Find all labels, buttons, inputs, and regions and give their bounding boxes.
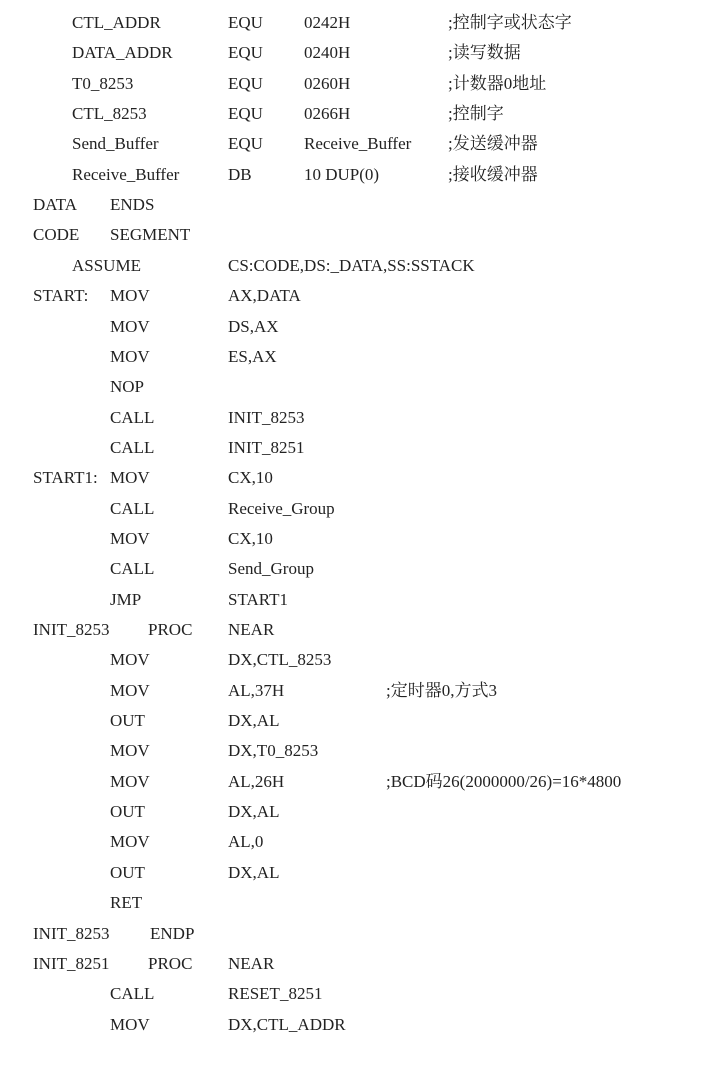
code-opcode: EQU xyxy=(228,43,263,63)
code-opcode: EQU xyxy=(228,13,263,32)
code-line xyxy=(0,377,722,407)
code-operand: CX,10 xyxy=(228,528,273,548)
code-operand: ES,AX xyxy=(228,346,277,366)
code-comment: ;控制字 xyxy=(448,104,504,124)
code-opcode: CALL xyxy=(110,437,155,457)
code-operand: DX,CTL_8253 xyxy=(228,650,332,670)
code-comment: ;BCD码26(2000000/26)=16*4800 xyxy=(386,771,622,791)
code-opcode: MOV xyxy=(110,650,150,670)
code-opcode: MOV xyxy=(110,528,150,548)
code-line xyxy=(0,286,722,316)
code-comment: ;控制字或状态字 xyxy=(448,13,572,32)
code-label: CTL_ADDR xyxy=(72,13,161,32)
code-opcode: ENDP xyxy=(150,923,195,943)
code-line xyxy=(0,529,722,559)
code-line xyxy=(0,13,722,43)
code-line xyxy=(0,347,722,377)
code-opcode: OUT xyxy=(110,802,145,822)
code-operand: DS,AX xyxy=(228,316,279,336)
code-operand: INIT_8251 xyxy=(228,437,305,457)
code-line xyxy=(0,74,722,104)
code-operand: DX,AL xyxy=(228,711,280,731)
code-opcode: JMP xyxy=(110,589,142,609)
code-opcode: EQU xyxy=(228,134,263,154)
code-comment: ;接收缓冲器 xyxy=(448,164,538,184)
code-operand: 0266H xyxy=(304,104,351,124)
code-opcode: OUT xyxy=(110,862,145,882)
code-operand: AX,DATA xyxy=(228,286,301,306)
code-label: ASSUME xyxy=(72,255,141,275)
code-opcode: DB xyxy=(228,164,252,184)
code-operand: AL,26H xyxy=(228,771,285,791)
code-opcode: MOV xyxy=(110,680,150,700)
code-label: T0_8253 xyxy=(72,73,134,93)
code-opcode: CALL xyxy=(110,407,155,427)
code-operand: DX,CTL_ADDR xyxy=(228,1014,346,1034)
code-line xyxy=(0,499,722,529)
code-line xyxy=(0,408,722,438)
code-line xyxy=(0,43,722,73)
code-line xyxy=(0,317,722,347)
code-line xyxy=(0,195,722,225)
code-line xyxy=(0,681,722,711)
code-opcode: MOV xyxy=(110,468,150,488)
code-line xyxy=(0,924,722,954)
code-opcode: CALL xyxy=(110,498,155,518)
code-line xyxy=(0,650,722,680)
code-operand: AL,37H xyxy=(228,680,285,700)
code-operand: DX,AL xyxy=(228,862,280,882)
code-opcode: MOV xyxy=(110,832,150,852)
code-opcode: RET xyxy=(110,893,143,913)
code-opcode: CS:CODE,DS:_DATA,SS:SSTACK xyxy=(228,255,475,275)
code-opcode: MOV xyxy=(110,316,150,336)
code-comment: ;读写数据 xyxy=(448,43,521,63)
code-operand: NEAR xyxy=(228,953,275,973)
code-label: CODE xyxy=(33,225,80,245)
code-label: START: xyxy=(33,286,89,306)
code-line xyxy=(0,468,722,498)
code-operand: AL,0 xyxy=(228,832,264,852)
code-label: INIT_8253 xyxy=(33,923,110,943)
code-line xyxy=(0,893,722,923)
code-opcode: CALL xyxy=(110,984,155,1004)
code-label: CTL_8253 xyxy=(72,104,147,124)
code-line xyxy=(0,954,722,984)
code-opcode: ENDS xyxy=(110,195,155,215)
code-label: START1: xyxy=(33,468,98,488)
code-line xyxy=(0,832,722,862)
code-opcode: PROC xyxy=(148,953,193,973)
code-comment: ;定时器0,方式3 xyxy=(386,680,497,700)
code-opcode: SEGMENT xyxy=(110,225,191,245)
code-opcode: MOV xyxy=(110,286,150,306)
code-line xyxy=(0,256,722,286)
code-operand: START1 xyxy=(228,589,288,609)
code-line xyxy=(0,104,722,134)
code-line xyxy=(0,741,722,771)
code-line xyxy=(0,863,722,893)
code-operand: RESET_8251 xyxy=(228,984,323,1004)
code-operand: 0240H xyxy=(304,43,351,63)
code-line xyxy=(0,984,722,1014)
code-opcode: PROC xyxy=(148,620,193,639)
code-line xyxy=(0,1015,722,1045)
code-opcode: MOV xyxy=(110,346,150,366)
code-operand: 0242H xyxy=(304,13,351,32)
code-operand: Receive_Buffer xyxy=(304,134,412,154)
code-operand: Receive_Group xyxy=(228,498,335,518)
code-operand: NEAR xyxy=(228,620,275,639)
code-opcode: NOP xyxy=(110,377,145,397)
code-opcode: MOV xyxy=(110,741,150,761)
code-opcode: EQU xyxy=(228,104,263,124)
code-label: INIT_8251 xyxy=(33,953,110,973)
code-comment: ;发送缓冲器 xyxy=(448,134,538,154)
code-line xyxy=(0,590,722,620)
code-label: INIT_8253 xyxy=(33,620,110,639)
code-opcode: MOV xyxy=(110,771,150,791)
code-operand: Send_Group xyxy=(228,559,314,579)
code-opcode: EQU xyxy=(228,73,263,93)
code-label: Receive_Buffer xyxy=(72,164,180,184)
code-label: DATA xyxy=(33,195,77,215)
code-line xyxy=(0,559,722,589)
code-label: Send_Buffer xyxy=(72,134,159,154)
code-line xyxy=(0,711,722,741)
code-line xyxy=(0,165,722,195)
code-comment: ;计数器0地址 xyxy=(448,73,547,93)
code-opcode: CALL xyxy=(110,559,155,579)
code-operand: DX,T0_8253 xyxy=(228,741,319,761)
code-opcode: OUT xyxy=(110,711,145,731)
code-line xyxy=(0,772,722,802)
code-line xyxy=(0,620,722,650)
code-label: DATA_ADDR xyxy=(72,43,173,63)
code-operand: DX,AL xyxy=(228,802,280,822)
code-line xyxy=(0,438,722,468)
code-line xyxy=(0,134,722,164)
code-operand: 0260H xyxy=(304,73,351,93)
code-operand: CX,10 xyxy=(228,468,273,488)
code-line xyxy=(0,225,722,255)
code-opcode: MOV xyxy=(110,1014,150,1034)
code-operand: 10 DUP(0) xyxy=(304,164,380,184)
code-line xyxy=(0,802,722,832)
code-operand: INIT_8253 xyxy=(228,407,305,427)
